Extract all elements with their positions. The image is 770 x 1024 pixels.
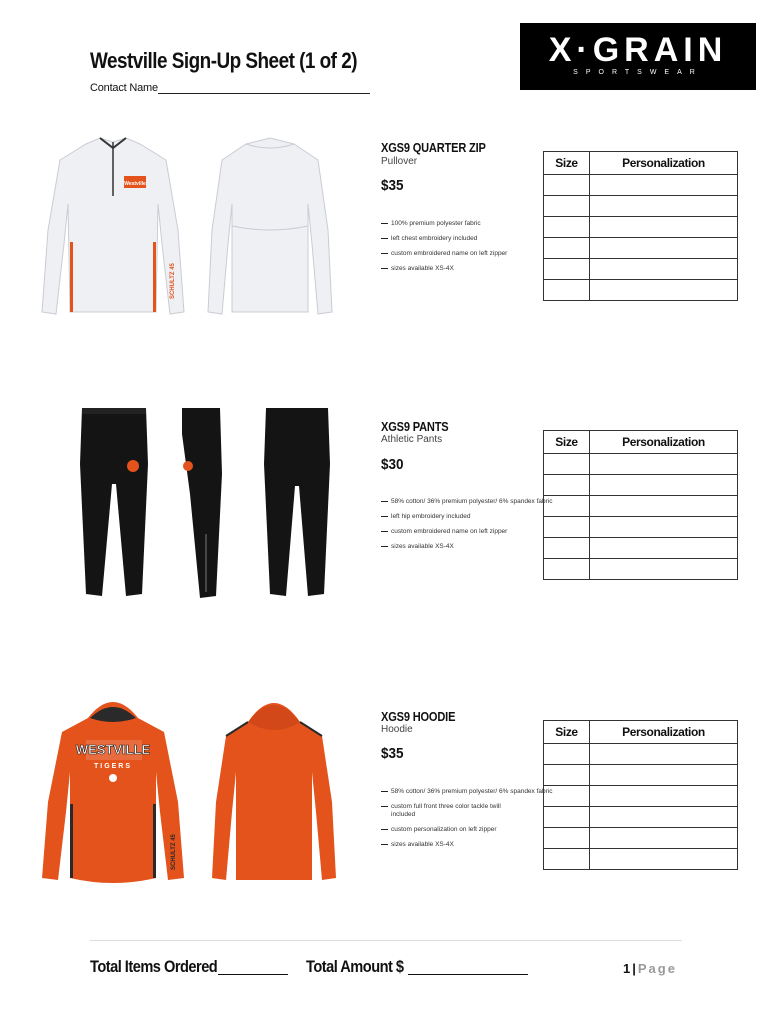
size-cell[interactable] (544, 217, 590, 238)
feature-item: 58% cotton/ 36% premium polyester/ 6% spandex fabric (381, 498, 561, 506)
size-cell[interactable] (544, 496, 590, 517)
personalization-cell[interactable] (590, 175, 738, 196)
order-row (544, 238, 738, 259)
feature-item: left chest embroidery included (381, 235, 561, 243)
order-row (544, 496, 738, 517)
pants-back-image (262, 404, 332, 600)
order-row (544, 828, 738, 849)
size-column-header: Size (544, 431, 590, 454)
personalization-cell[interactable] (590, 238, 738, 259)
order-row (544, 765, 738, 786)
size-cell[interactable] (544, 828, 590, 849)
total-amount-field[interactable] (408, 974, 528, 975)
personalization-column-header: Personalization (590, 152, 738, 175)
order-row (544, 807, 738, 828)
order-row (544, 786, 738, 807)
feature-item: custom embroidered name on left zipper (381, 528, 561, 536)
personalization-cell[interactable] (590, 217, 738, 238)
personalization-cell[interactable] (590, 559, 738, 580)
personalization-cell[interactable] (590, 807, 738, 828)
feature-item: sizes available XS-4X (381, 265, 561, 273)
feature-item: 100% premium polyester fabric (381, 220, 561, 228)
size-cell[interactable] (544, 786, 590, 807)
feature-list-hoodie (381, 788, 561, 856)
contact-name-field[interactable] (158, 93, 370, 94)
product-price-quarter-zip: $35 (381, 177, 404, 194)
product-name-pants: XGS9 PANTS (381, 419, 449, 434)
feature-item: custom full front three color tackle twill included (381, 803, 501, 819)
order-row (544, 175, 738, 196)
personalization-cell[interactable] (590, 196, 738, 217)
page-label: Page (637, 961, 677, 976)
order-row (544, 517, 738, 538)
logo-wordmark: X·GRAIN (548, 31, 728, 69)
zip-chest-logo: Westville (124, 181, 146, 187)
order-row (544, 454, 738, 475)
total-amount-label: Total Amount $ (306, 957, 404, 976)
feature-item: sizes available XS-4X (381, 841, 561, 849)
personalization-cell[interactable] (590, 454, 738, 475)
size-cell[interactable] (544, 517, 590, 538)
quarter-zip-back-image (204, 134, 336, 320)
order-row (544, 559, 738, 580)
size-cell[interactable] (544, 280, 590, 301)
feature-item: 58% cotton/ 36% premium polyester/ 6% spandex fabric (381, 788, 561, 796)
pants-side-image (176, 404, 226, 600)
total-items-field[interactable] (218, 974, 288, 975)
size-cell[interactable] (544, 849, 590, 870)
personalization-cell[interactable] (590, 259, 738, 280)
hoodie-front-text: WESTVILLE (75, 742, 151, 757)
xgrain-logo (520, 23, 756, 90)
size-cell[interactable] (544, 559, 590, 580)
page-title: Westville Sign-Up Sheet (1 of 2) (90, 48, 357, 73)
footer-divider (90, 940, 682, 941)
page-number: 1 | Page (623, 961, 677, 976)
personalization-cell[interactable] (590, 786, 738, 807)
order-row (544, 196, 738, 217)
size-column-header: Size (544, 721, 590, 744)
size-cell[interactable] (544, 744, 590, 765)
order-row (544, 538, 738, 559)
personalization-column-header: Personalization (590, 431, 738, 454)
quarter-zip-front-image (38, 134, 188, 320)
product-name-quarter-zip: XGS9 QUARTER ZIP (381, 140, 486, 155)
pants-front-image (76, 404, 152, 600)
order-table-hoodie (543, 720, 738, 870)
feature-list-pants (381, 498, 561, 558)
order-row (544, 849, 738, 870)
size-cell[interactable] (544, 807, 590, 828)
product-subtitle-pants: Athletic Pants (381, 434, 443, 445)
size-cell[interactable] (544, 765, 590, 786)
page-number-value: 1 (623, 961, 631, 976)
product-name-hoodie: XGS9 HOODIE (381, 709, 456, 724)
size-cell[interactable] (544, 175, 590, 196)
personalization-cell[interactable] (590, 475, 738, 496)
personalization-cell[interactable] (590, 280, 738, 301)
personalization-cell[interactable] (590, 744, 738, 765)
size-cell[interactable] (544, 538, 590, 559)
size-cell[interactable] (544, 454, 590, 475)
order-row (544, 259, 738, 280)
contact-name-label: Contact Name (90, 82, 158, 94)
product-price-pants: $30 (381, 456, 404, 473)
personalization-cell[interactable] (590, 517, 738, 538)
personalization-cell[interactable] (590, 496, 738, 517)
order-row (544, 744, 738, 765)
size-cell[interactable] (544, 196, 590, 217)
size-column-header: Size (544, 152, 590, 175)
size-cell[interactable] (544, 259, 590, 280)
zip-sleeve-text: SCHULTZ 45 (170, 263, 176, 299)
personalization-cell[interactable] (590, 765, 738, 786)
feature-item: custom embroidered name on left zipper (381, 250, 561, 258)
logo-tagline: SPORTSWEAR (573, 69, 703, 76)
order-table-pants (543, 430, 738, 580)
hoodie-back-image (208, 692, 340, 890)
total-items-label: Total Items Ordered (90, 957, 218, 976)
hoodie-sleeve-text: SCHULTZ 45 (171, 834, 177, 870)
order-table-quarter-zip (543, 151, 738, 301)
hoodie-sub-text: TIGERS (93, 763, 133, 770)
personalization-column-header: Personalization (590, 721, 738, 744)
feature-list-quarter-zip (381, 220, 561, 280)
order-row (544, 475, 738, 496)
personalization-cell[interactable] (590, 849, 738, 870)
product-price-hoodie: $35 (381, 745, 404, 762)
size-cell[interactable] (544, 475, 590, 496)
feature-item: custom personalization on left zipper (381, 826, 561, 834)
product-subtitle-quarter-zip: Pullover (381, 156, 418, 167)
order-row (544, 217, 738, 238)
feature-item: left hip embroidery included (381, 513, 561, 521)
size-cell[interactable] (544, 238, 590, 259)
personalization-cell[interactable] (590, 828, 738, 849)
hoodie-front-image (38, 692, 188, 890)
feature-item: sizes available XS-4X (381, 543, 561, 551)
personalization-cell[interactable] (590, 538, 738, 559)
product-subtitle-hoodie: Hoodie (381, 724, 413, 735)
order-row (544, 280, 738, 301)
